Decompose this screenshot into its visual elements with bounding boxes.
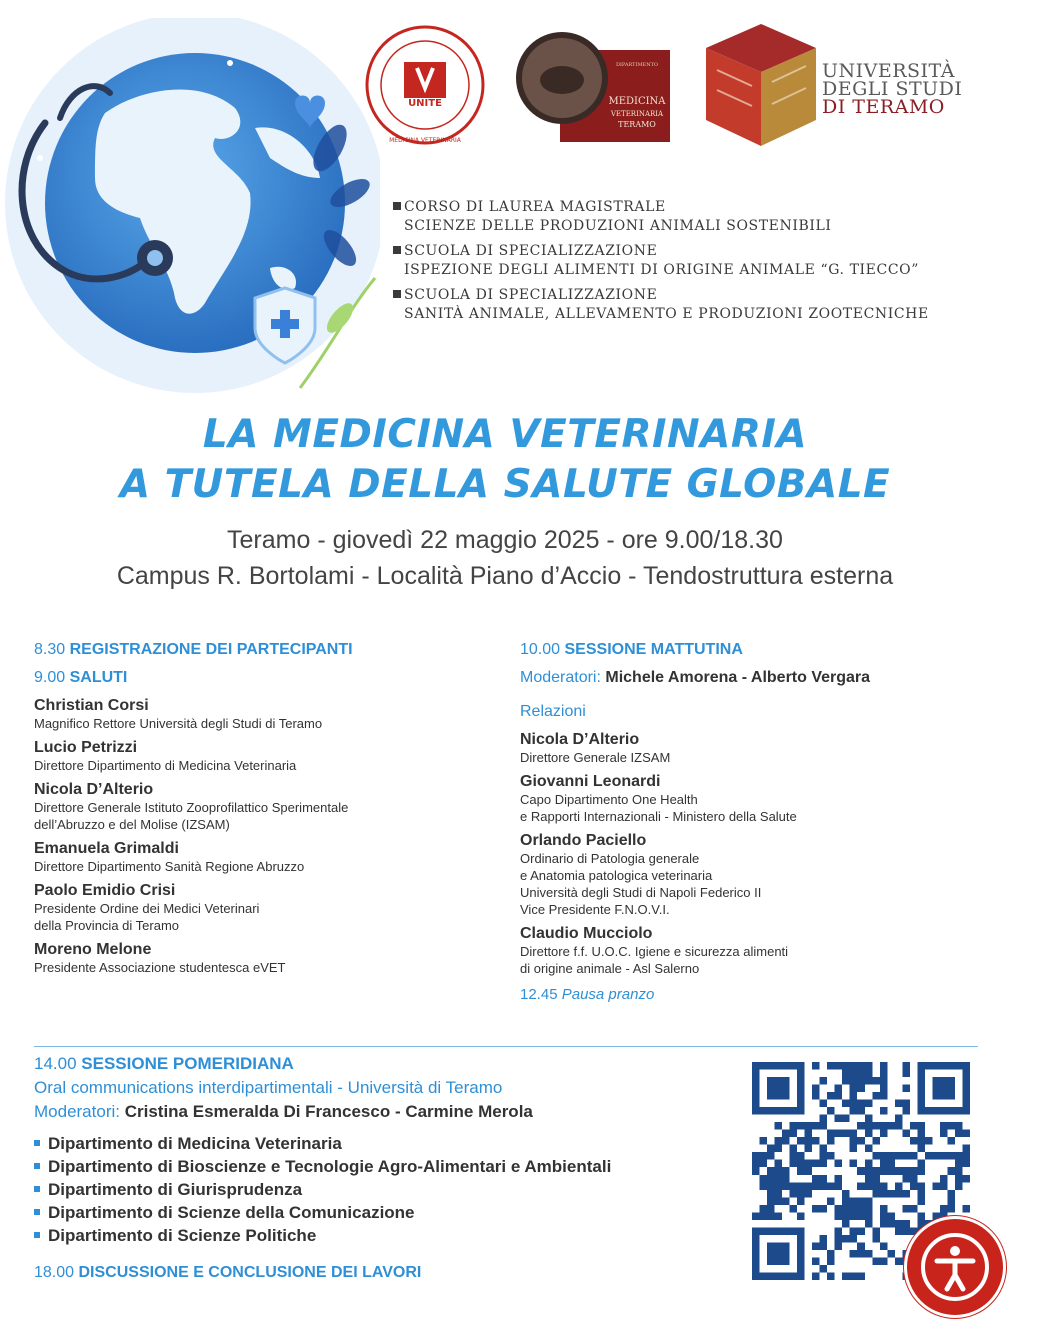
speaker-role: Presidente Ordine dei Medici Veterinari [34,901,260,916]
department-item [34,1224,754,1247]
greetings-label: SALUTI [69,669,128,686]
speaker-item [520,772,1000,825]
speaker-role: Presidente Associazione studentesca eVET [34,960,286,975]
afternoon-session [34,1054,754,1247]
department-item [34,1178,754,1201]
svg-text:TERAMO: TERAMO [618,120,656,129]
bullet-icon [34,1186,40,1192]
department-item [34,1155,754,1178]
department-name: Dipartimento di Scienze Politiche [48,1226,317,1245]
department-name: Dipartimento di Bioscienze e Tecnologie Agro-Alimentari e Ambientali [48,1157,612,1176]
greetings-time: 9.00 [34,669,66,686]
speaker-item [34,940,504,976]
department-name: Dipartimento di Scienze della Comunicazione [48,1203,415,1222]
bullet-icon [34,1232,40,1238]
speaker-name: Nicola D’Alterio [34,781,154,798]
speaker-role: Magnifico Rettore Università degli Studi di Teramo [34,716,323,731]
lunch-break [520,985,1000,1005]
section-divider [34,1046,978,1047]
square-bullet-icon [393,246,401,254]
course-item [393,286,929,324]
speaker-name: Christian Corsi [34,697,149,714]
speaker-item [34,780,504,833]
afternoon-session-heading [34,1054,754,1074]
university-cube-logo [702,20,820,150]
speaker-role: Vice Presidente F.N.O.V.I. [520,902,670,917]
speaker-role: della Provincia di Teramo [34,918,179,933]
course-type: SCUOLA DI SPECIALIZZAZIONE [404,287,658,303]
event-info [0,522,1010,594]
registration-heading [34,640,504,660]
course-type: CORSO DI LAUREA MAGISTRALE [404,199,666,215]
university-name-line1: UNIVERSITÀ [822,60,955,82]
bullet-icon [34,1209,40,1215]
speaker-role: Ordinario di Patologia generale [520,851,700,866]
speaker-role: Università degli Studi di Napoli Federico II [520,885,762,900]
course-name: SCIENZE DELLE PRODUZIONI ANIMALI SOSTENIBILI [404,218,832,234]
course-name: SANITÀ ANIMALE, ALLEVAMENTO E PRODUZIONI ZOOTECNICHE [404,306,929,322]
moderators-label: Moderatori: [520,669,601,686]
speaker-item [520,730,1000,766]
course-item [393,242,929,280]
event-title-line2: A TUTELA DELLA SALUTE GLOBALE [119,462,891,507]
speaker-name: Orlando Paciello [520,832,647,849]
morning-session-heading [520,640,1000,660]
speaker-item [34,881,504,934]
speaker-name: Nicola D’Alterio [520,731,640,748]
svg-text:VETERINARIA: VETERINARIA [610,110,664,118]
speaker-role: di origine animale - Asl Salerno [520,961,700,976]
moderators-label: Moderatori: [34,1102,120,1121]
lunch-label: Pausa pranzo [561,986,655,1003]
event-title [0,410,1010,510]
event-location: Campus R. Bortolami - Località Piano d’Accio - Tendostruttura esterna [116,562,894,590]
accessibility-icon [907,1219,1003,1315]
speaker-name: Lucio Petrizzi [34,739,138,756]
course-type: SCUOLA DI SPECIALIZZAZIONE [404,243,658,259]
university-name-line2: DEGLI STUDI [822,78,963,100]
speaker-name: Paolo Emidio Crisi [34,882,176,899]
speaker-item [520,831,1000,918]
program-left-column [34,640,504,982]
event-title-line1: LA MEDICINA VETERINARIA [202,412,808,457]
speaker-role: dell’Abruzzo e del Molise (IZSAM) [34,817,230,832]
speaker-role: Direttore Generale Istituto Zooprofilattico Sperimentale [34,800,349,815]
speaker-name: Claudio Mucciolo [520,925,653,942]
speaker-name: Emanuela Grimaldi [34,840,179,857]
department-item [34,1132,754,1155]
accessibility-button[interactable] [904,1216,1006,1318]
afternoon-session-time: 14.00 [34,1054,77,1073]
department-name: Dipartimento di Giurisprudenza [48,1180,303,1199]
speaker-name: Moreno Melone [34,941,152,958]
closing-time: 18.00 [34,1264,75,1281]
university-name-line3: DI TERAMO [822,96,945,118]
registration-time: 8.30 [34,641,66,658]
course-item [393,198,929,236]
greetings-heading [34,668,504,688]
moderators-names: Cristina Esmeralda Di Francesco - Carmine Merola [124,1102,533,1121]
speaker-name: Giovanni Leonardi [520,773,661,790]
speaker-role: Direttore f.f. U.O.C. Igiene e sicurezza alimenti [520,944,789,959]
moderators-names: Michele Amorena - Alberto Vergara [605,669,871,686]
square-bullet-icon [393,202,401,210]
registration-label: REGISTRAZIONE DEI PARTECIPANTI [69,641,353,658]
lunch-time: 12.45 [520,986,558,1003]
speaker-role: Capo Dipartimento One Health [520,792,698,807]
closing-label: DISCUSSIONE E CONCLUSIONE DEI LAVORI [78,1264,422,1281]
unite-vet-hospital-logo [362,22,488,148]
courses-list [393,198,929,330]
bullet-icon [34,1140,40,1146]
speaker-item [34,696,504,732]
department-name: Dipartimento di Medicina Veterinaria [48,1134,342,1153]
bullet-icon [34,1163,40,1169]
afternoon-session-label: SESSIONE POMERIDIANA [81,1054,294,1073]
speaker-role: e Rapporti Internazionali - Ministero della Salute [520,809,797,824]
course-name: ISPEZIONE DEGLI ALIMENTI DI ORIGINE ANIMALE “G. TIECCO” [404,262,919,278]
speaker-item [520,924,1000,977]
speaker-item [34,839,504,875]
afternoon-subtitle: Oral communications interdipartimentali - Università di Teramo [34,1078,503,1097]
globe-illustration [0,18,380,398]
closing-heading [34,1264,421,1282]
program-right-column [520,640,1000,1005]
afternoon-moderators [34,1100,754,1124]
speaker-role: Direttore Generale IZSAM [520,750,671,765]
speaker-role: e Anatomia patologica veterinaria [520,868,713,883]
talks-label: Relazioni [520,703,586,720]
speaker-item [34,738,504,774]
morning-session-time: 10.00 [520,641,561,658]
speaker-role: Direttore Dipartimento di Medicina Veterinaria [34,758,297,773]
morning-moderators [520,668,1000,688]
morning-session-label: SESSIONE MATTUTINA [564,641,743,658]
square-bullet-icon [393,290,401,298]
svg-text:DIPARTIMENTO: DIPARTIMENTO [615,62,659,68]
svg-text:MEDICINA VETERINARIA: MEDICINA VETERINARIA [389,137,461,144]
department-item [34,1201,754,1224]
speaker-role: Direttore Dipartimento Sanità Regione Abruzzo [34,859,305,874]
university-name [822,62,962,116]
svg-text:MEDICINA: MEDICINA [608,96,666,107]
medicina-veterinaria-teramo-logo [515,20,675,150]
svg-text:UNITE: UNITE [408,98,442,109]
event-date-time: Teramo - giovedì 22 maggio 2025 - ore 9.00/18.30 [227,526,783,554]
